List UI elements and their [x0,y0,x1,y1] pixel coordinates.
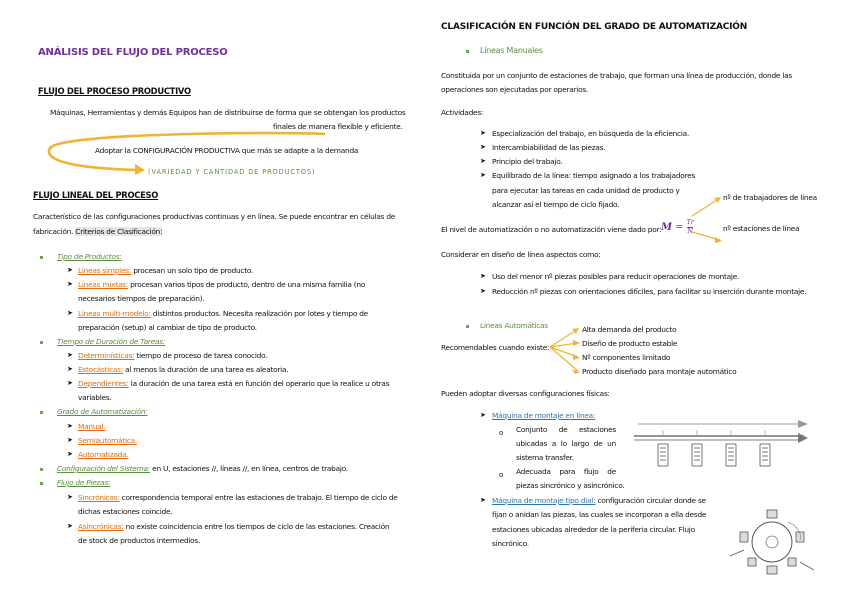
cont-dependientes: variables. [78,393,112,402]
formula-denominator: N [687,226,694,235]
arrow-bullet-icon: ➤ [480,496,486,504]
formula-m: M [661,221,673,233]
config-sistema-text: en U, estaciones //, líneas //, en línea, centros de trabajo. [150,464,348,473]
term-lineas-multimodelo: Líneas multi-modelo: [78,309,151,318]
criterion-tipo-productos: Tipo de Productos: [57,252,122,261]
adopt-suffix: que más se adapte a la demanda [239,146,359,155]
adopt-line [95,146,358,157]
line-point-2-l1: Adecuada para flujo de [516,467,616,476]
arrow-bullet-icon: ➤ [67,436,73,444]
condition-2: Diseño de producto estable [582,339,678,348]
formula-eq: = [675,221,684,233]
activity-2: Intercambiabilidad de las piezas. [492,143,606,152]
criterion-tiempo-duracion: Tiempo de Duración de Tareas: [57,337,166,346]
text-lineas-multimodelo: distintos productos. Necesita realización por lotes y tiempo de [150,309,368,318]
flujo-lineal-heading: FLUJO LINEAL DEL PROCESO [33,190,159,200]
arrow-bullet-icon: ➤ [480,157,486,165]
dial-machine-text1: configuración circular donde se [595,496,706,505]
line-point-1-l1: Conjunto de estaciones [516,425,616,434]
consider-text: Considerar en diseño de línea aspectos como: [441,250,601,259]
arrow-bullet-icon: ➤ [480,287,486,295]
flujo-proceso-intro-2: finales de manera flexible y eficiente. [273,122,403,131]
bullet-icon [40,256,43,259]
bullet-icon [466,325,469,328]
term-lineas-mixtas: Líneas mixtas: [78,280,129,289]
arrow-bullet-icon: ➤ [480,272,486,280]
automation-level-text: El nivel de automatización o no automatización viene dado por: [441,225,662,234]
right-heading: CLASIFICACIÓN EN FUNCIÓN DEL GRADO DE AUTOMATIZACIÓN [441,22,748,32]
dial-machine-line4: sincrónico. [492,539,529,548]
bullet-icon [40,341,43,344]
flujo-lineal-desc-1: Característico de las configuraciones productivas continuas y en línea. Se puede encontrar en células de [33,212,396,221]
circle-bullet-icon: o [499,429,504,437]
main-title: ANÁLISIS DEL FLUJO DEL PROCESO [38,47,228,58]
dial-machine-diagram [722,496,822,584]
cont-asincronicas: de stock de productos intermedios. [78,536,201,545]
bullet-icon [40,411,43,414]
flujo-piezas-label: Flujo de Piezas: [57,478,111,487]
item-lineas-multimodelo [78,309,368,320]
condition-3: Nº componentes limitado [582,353,671,362]
term-manual: Manual. [78,422,106,431]
arrow-bullet-icon: ➤ [67,351,73,359]
flujo-proceso-intro-1: Máquinas, Herramientas y demás Equipos han de distribuirse de forma que se obtengan los productos [50,108,406,117]
activity-4-line2: para ejecutar las tareas en cada unidad de producto y [492,186,680,195]
term-dependientes: Dependientes: [78,379,129,388]
variety-note: (VARIEDAD Y CANTIDAD DE PRODUCTOS) [148,168,316,176]
arrow-bullet-icon: ➤ [67,309,73,317]
arrow-bullet-icon: ➤ [480,171,486,179]
item-asincronicas [78,522,389,533]
flujo-lineal-desc-2 [33,227,162,238]
cont-lineas-mixtas: necesarios tiempos de preparación). [78,294,205,303]
text-lineas-simples: procesan un solo tipo de producto. [131,266,254,275]
bullet-icon [40,482,43,485]
term-semiautomatica: Semiautomática. [78,436,137,445]
adopt-prefix: Adoptar la [95,146,133,155]
circle-bullet-icon: o [499,471,504,479]
text-asincronicas: no existe coincidencia entre los tiempos de ciclo de las estaciones. Creación [123,522,390,531]
item-sincronicas [78,493,398,504]
manual-desc-2: operaciones son ejecutadas por operarios. [441,85,589,94]
condition-1: Alta demanda del producto [582,325,677,334]
workers-note: nº de trabajadores de línea [723,193,817,202]
manual-desc-1: Constituida por un conjunto de estaciones de trabajo, que forman una línea de producción, donde las [441,71,793,80]
aspect-2: Reducción nº piezas con orientaciones difíciles, para facilitar su inserción durante montaje. [492,287,807,296]
arrow-bullet-icon: ➤ [480,129,486,137]
item-deterministicas [78,351,267,362]
automation-formula [661,219,694,235]
text-estocasticas: al menos la duración de una tarea es aleatoria. [123,365,289,374]
dial-machine-line3: estaciones ubicadas alrededor de la periferia circular. Flujo [492,525,695,534]
arrow-bullet-icon: ➤ [480,143,486,151]
bullet-icon [466,50,469,53]
term-lineas-simples: Líneas simples: [78,266,132,275]
formula-fraction [686,219,693,235]
brace-arrows-icon [548,326,582,374]
automatic-lines-title: Líneas Automáticas [480,321,548,330]
line-point-1-l3: sistema transfer. [516,453,574,462]
term-asincronicas: Asincrónicas: [78,522,124,531]
dial-machine-line2: fijan o anidan las piezas, las cuales se incorporan a ella desde [492,510,707,519]
cont-lineas-multimodelo: preparación (setup) al cambiar de tipo de producto. [78,323,257,332]
arrow-bullet-icon: ➤ [67,280,73,288]
adopt-config: CONFIGURACIÓN PRODUCTIVA [132,146,240,155]
activity-4-line1: Equilibrado de la línea: tiempo asignado a los trabajadores [492,171,696,180]
term-deterministicas: Determinísticas: [78,351,135,360]
configs-intro: Pueden adoptar diversas configuraciones físicas: [441,389,610,398]
arrow-bullet-icon: ➤ [67,266,73,274]
line-point-1-l2: ubicadas a lo largo de un [516,439,616,448]
aspect-1: Uso del menor nº piezas posibles para reducir operaciones de montaje. [492,272,740,281]
formula-arrows-icon [690,190,730,246]
text-sincronicas: correspondencia temporal entre las estaciones de trabajo. El tiempo de ciclo de [119,493,398,502]
activity-4-line3: alcanzar así el tiempo de ciclo fijado. [492,200,620,209]
arrow-bullet-icon: ➤ [67,522,73,530]
activities-label: Actividades: [441,108,484,117]
line-machine-diagram [628,410,814,482]
line-machine-title: Máquina de montaje en línea: [492,411,596,420]
arrow-bullet-icon: ➤ [67,379,73,387]
recommended-text: Recomendables cuando existe: [441,343,550,352]
arrow-bullet-icon: ➤ [67,493,73,501]
config-sistema [57,464,348,475]
condition-4: Producto diseñado para montaje automático [582,367,737,376]
activity-3: Principio del trabajo. [492,157,563,166]
arrow-bullet-icon: ➤ [67,365,73,373]
text-dependientes: la duración de una tarea está en función del operario que la realice u otras [128,379,390,388]
cont-sincronicas: dichas estaciones coincide. [78,507,173,516]
item-lineas-simples [78,266,253,277]
text-lineas-mixtas: procesan varios tipos de producto, dentro de una misma familia (no [128,280,366,289]
formula-numerator: Tr [686,218,694,226]
dial-machine-line1 [492,496,706,507]
arrow-bullet-icon: ➤ [67,422,73,430]
line-point-2-l2: piezas sincrónico y asincrónico. [516,481,625,490]
criteria-label: Criterios de Clasificación: [75,227,163,236]
arrow-bullet-icon: ➤ [67,450,73,458]
term-estocasticas: Estocásticas: [78,365,124,374]
flujo-lineal-desc-prefix: fabricación. [33,227,76,236]
stations-note: nº estaciones de línea [723,224,800,233]
config-sistema-label: Configuración del Sistema: [57,464,151,473]
manual-lines-title: Líneas Manuales [480,46,543,55]
bullet-icon [40,468,43,471]
item-dependientes [78,379,389,390]
dial-machine-title: Máquina de montaje tipo dial: [492,496,596,505]
term-sincronicas: Sincrónicas: [78,493,120,502]
flujo-proceso-heading: FLUJO DEL PROCESO PRODUCTIVO [38,86,191,96]
item-estocasticas [78,365,288,376]
arrow-bullet-icon: ➤ [480,411,486,419]
activity-1: Especialización del trabajo, en búsqueda de la eficiencia. [492,129,690,138]
criterion-grado-automatizacion: Grado de Automatización: [57,407,148,416]
term-automatizada: Automatizada. [78,450,129,459]
text-deterministicas: tiempo de proceso de tarea conocido. [134,351,268,360]
item-lineas-mixtas [78,280,365,291]
